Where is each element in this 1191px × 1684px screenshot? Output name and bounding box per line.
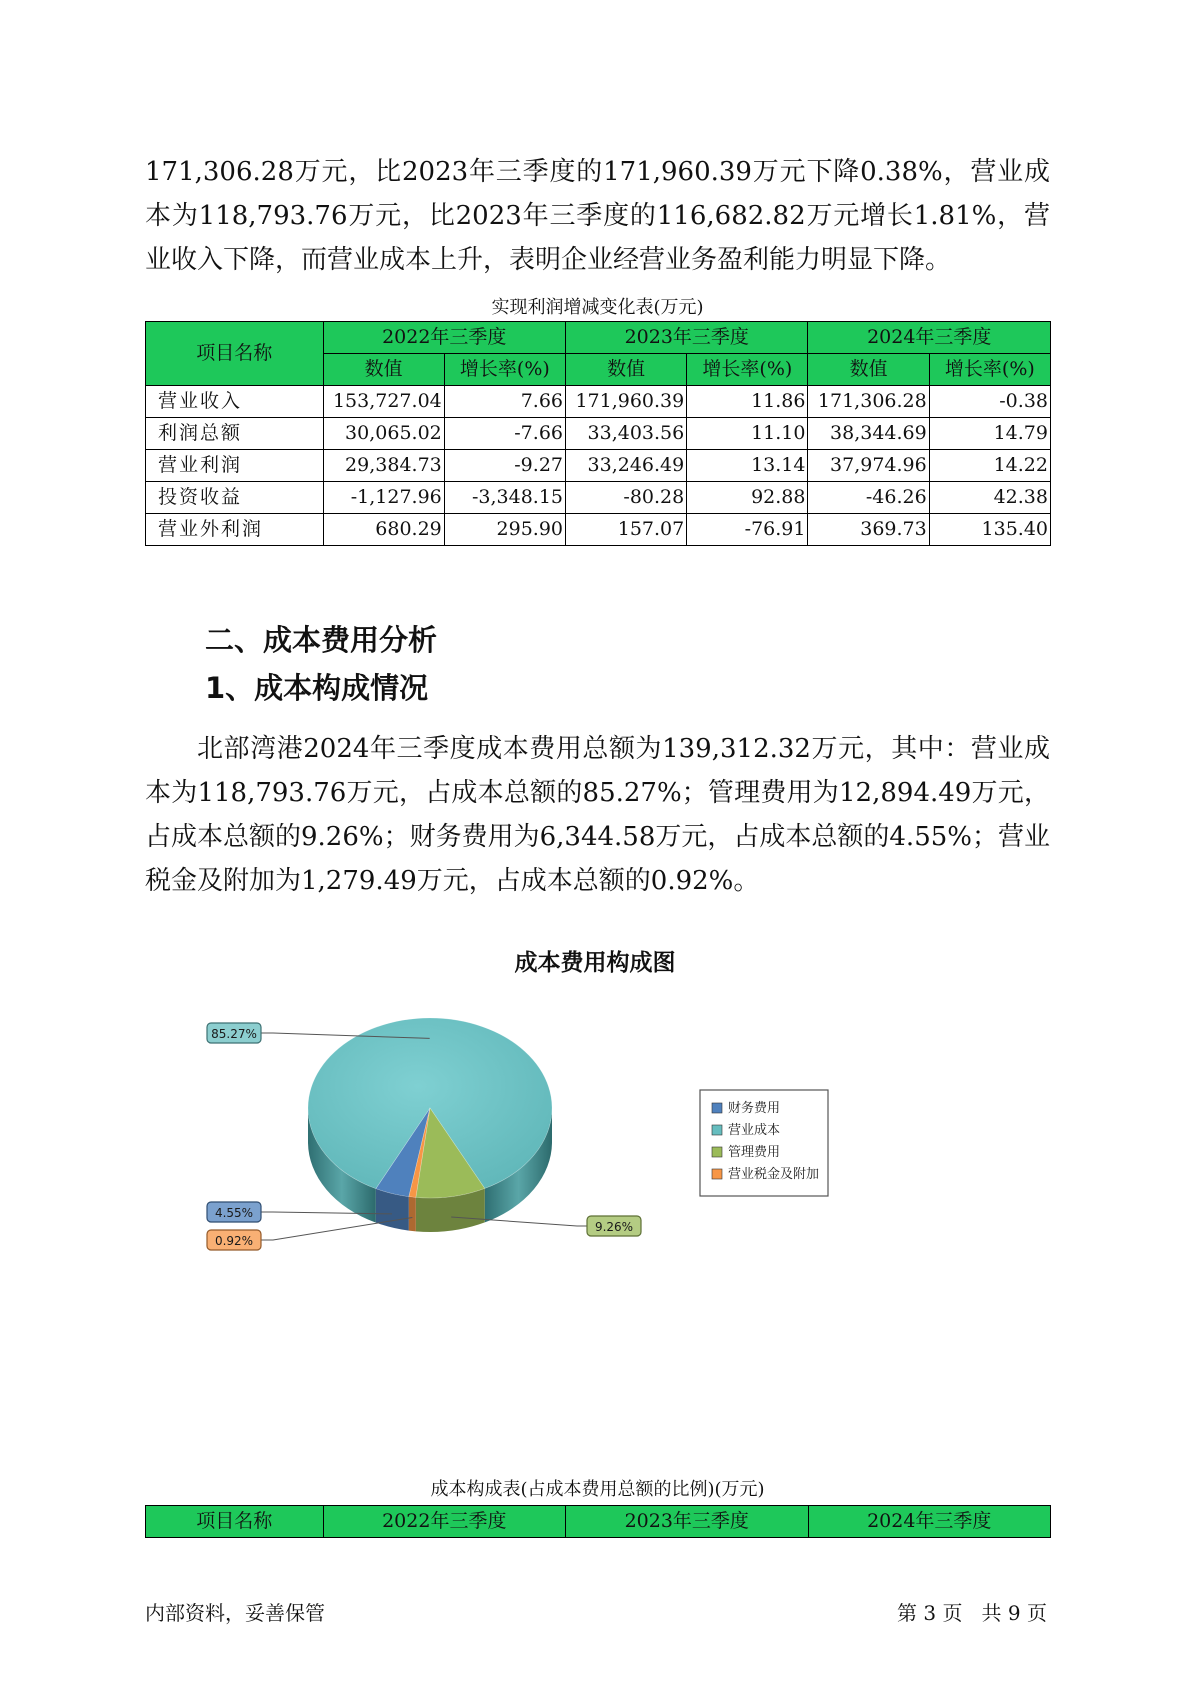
cell-growth: 14.79 <box>929 418 1050 450</box>
cell-growth: 42.38 <box>929 482 1050 514</box>
cell-growth: 295.90 <box>444 514 565 546</box>
legend-label: 营业税金及附加 <box>728 1167 820 1182</box>
legend <box>700 1090 828 1196</box>
data-label: 9.26% <box>594 1220 634 1234</box>
cell-value: 29,384.73 <box>323 450 444 482</box>
cell-value: -80.28 <box>566 482 687 514</box>
table2-period-2024: 2024年三季度 <box>808 1506 1051 1538</box>
section-heading: 二、成本费用分析 <box>205 623 438 657</box>
pie-slice-side <box>409 1197 416 1232</box>
cell-growth: -0.38 <box>929 386 1050 418</box>
footer-left: 内部资料，妥善保管 <box>145 1601 325 1625</box>
table1-period-2023: 2023年三季度 <box>566 322 808 354</box>
intro-paragraph: 171,306.28万元，比2023年三季度的171,960.39万元下降0.38%，营业成本为118,793.76万元，比2023年三季度的116,682.82万元增长1.81%，营业收入下降，而营业成本上升，表明企业经营业务盈利能力明显下降。 <box>145 157 1050 275</box>
table2-caption: 成本构成表(占成本费用总额的比例)(万元) <box>430 1479 765 1500</box>
cell-value: 38,344.69 <box>808 418 929 450</box>
table1-header-name: 项目名称 <box>146 322 324 386</box>
legend-swatch <box>712 1103 722 1113</box>
legend-swatch <box>712 1169 722 1179</box>
cell-value: 171,960.39 <box>566 386 687 418</box>
cell-value: -46.26 <box>808 482 929 514</box>
row-name: 营业利润 <box>146 450 324 482</box>
legend-label: 管理费用 <box>728 1145 781 1160</box>
row-name: 营业外利润 <box>146 514 324 546</box>
table2-period-2023: 2023年三季度 <box>566 1506 808 1538</box>
cell-growth: 135.40 <box>929 514 1050 546</box>
row-name: 利润总额 <box>146 418 324 450</box>
table2-header-name: 项目名称 <box>146 1506 324 1538</box>
cell-growth: -3,348.15 <box>444 482 565 514</box>
cell-growth: 92.88 <box>687 482 808 514</box>
cell-growth: 11.10 <box>687 418 808 450</box>
table1-sub-growth: 增长率(%) <box>444 354 565 386</box>
cell-growth: -7.66 <box>444 418 565 450</box>
row-name: 投资收益 <box>146 482 324 514</box>
legend-swatch <box>712 1147 722 1157</box>
cell-value: 369.73 <box>808 514 929 546</box>
cell-value: 153,727.04 <box>323 386 444 418</box>
cell-value: 33,246.49 <box>566 450 687 482</box>
cell-growth: 13.14 <box>687 450 808 482</box>
data-label: 85.27% <box>211 1027 257 1041</box>
leader-line <box>261 1217 412 1240</box>
cell-growth: -9.27 <box>444 450 565 482</box>
legend-swatch <box>712 1125 722 1135</box>
chart-title: 成本费用构成图 <box>514 950 676 976</box>
table1-period-2022: 2022年三季度 <box>323 322 565 354</box>
data-label: 4.55% <box>214 1206 254 1220</box>
cost-paragraph: 北部湾港2024年三季度成本费用总额为139,312.32万元，其中：营业成本为118,793.76万元，占成本总额的85.27%；管理费用为12,894.49万元，占成本总额的9.26%；财务费用为6,344.58万元，占成本总额的4.55%；营业税金及附加为1,279.49万元，占成本总额的0.92%。 <box>145 734 1050 896</box>
cost-composition-table <box>145 1505 1051 1538</box>
table1-sub-value: 数值 <box>323 354 444 386</box>
table1-sub-growth: 增长率(%) <box>929 354 1050 386</box>
table1-sub-growth: 增长率(%) <box>687 354 808 386</box>
table1-caption: 实现利润增减变化表(万元) <box>491 297 704 318</box>
legend-label: 营业成本 <box>728 1123 781 1138</box>
subsection-heading: 1、成本构成情况 <box>205 671 429 705</box>
cell-value: 37,974.96 <box>808 450 929 482</box>
legend-label: 财务费用 <box>728 1101 781 1116</box>
table1-period-2024: 2024年三季度 <box>808 322 1051 354</box>
cell-value: 30,065.02 <box>323 418 444 450</box>
cell-growth: -76.91 <box>687 514 808 546</box>
table2-period-2022: 2022年三季度 <box>323 1506 565 1538</box>
cell-value: 171,306.28 <box>808 386 929 418</box>
cell-growth: 7.66 <box>444 386 565 418</box>
cell-value: 680.29 <box>323 514 444 546</box>
pie <box>308 1018 552 1232</box>
cell-growth: 11.86 <box>687 386 808 418</box>
cell-value: 157.07 <box>566 514 687 546</box>
table1-sub-value: 数值 <box>808 354 929 386</box>
row-name: 营业收入 <box>146 386 324 418</box>
data-label: 0.92% <box>214 1234 254 1248</box>
table1-sub-value: 数值 <box>566 354 687 386</box>
cell-value: -1,127.96 <box>323 482 444 514</box>
footer-page-number: 第 3 页 共 9 页 <box>897 1601 1047 1625</box>
cell-growth: 14.22 <box>929 450 1050 482</box>
cell-value: 33,403.56 <box>566 418 687 450</box>
